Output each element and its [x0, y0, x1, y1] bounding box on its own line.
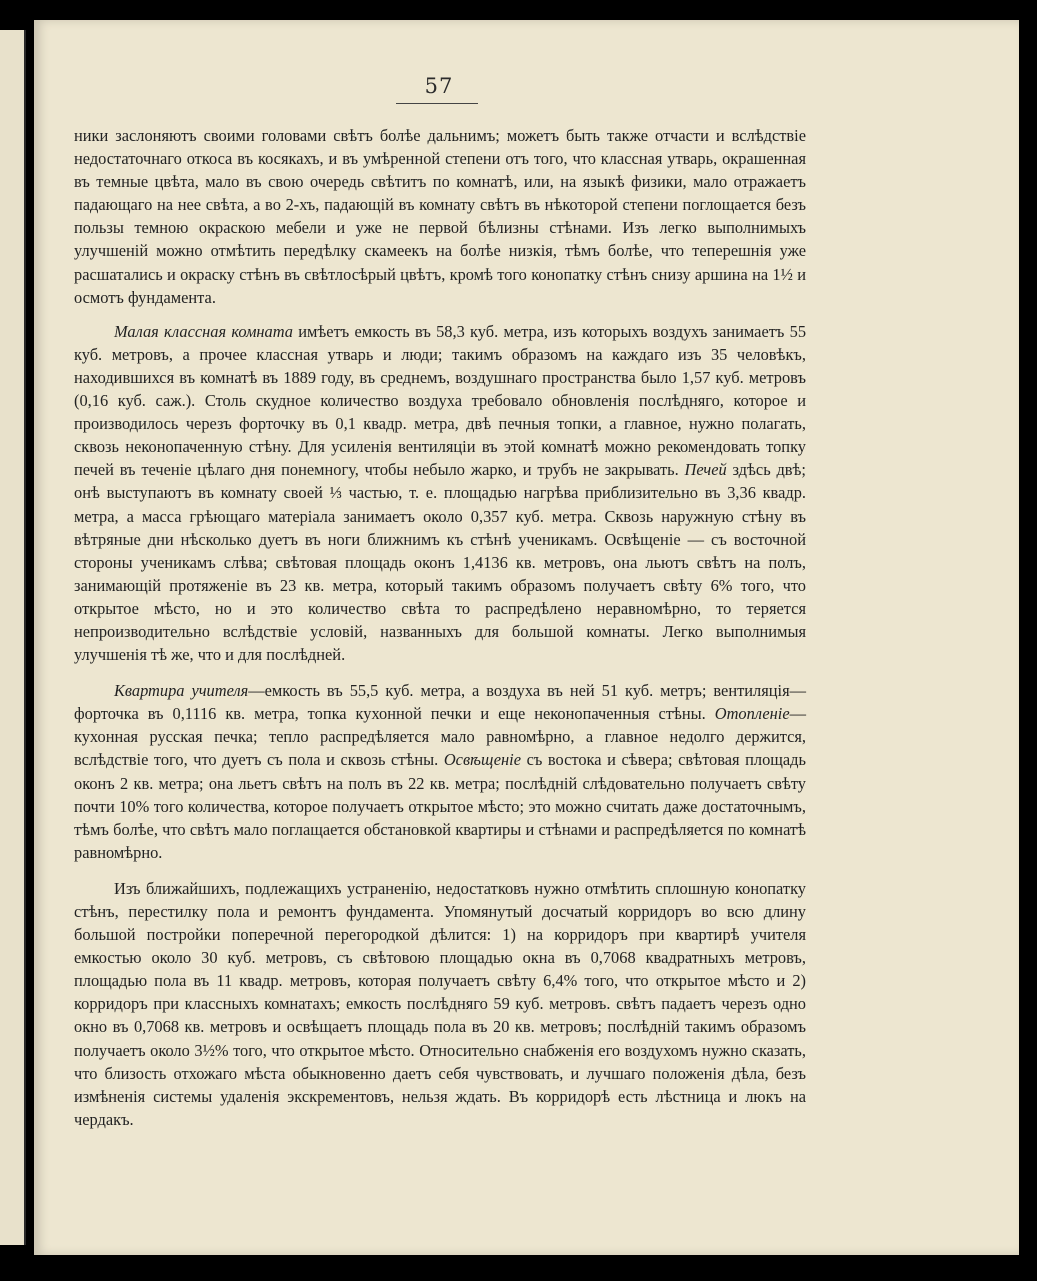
- text-run: съ востока и сѣвера; свѣтовая площадь оконъ 2 кв. метра; она льетъ свѣтъ на полъ въ 22 кв. метра; послѣдній слѣдовательно получаетъ свѣту почти 10% того количества, которое получаетъ открытое мѣсто; это можно считать даже достаточнымъ, тѣмъ болѣе, что свѣтъ мало поглащается обстановкой квартиры и стѣнами и распредѣляется по комнатѣ равномѣрно.: [74, 750, 806, 862]
- section-heading-small-classroom: Малая классная комната: [114, 321, 293, 341]
- text-run: —емкость въ 55,5 куб. метра, а воздуха въ ней 51 куб. метръ; вентиляція—форточка въ 0,1116 кв. метра, топка кухонной печки и еще неконопаченныя стѣны.: [74, 681, 806, 724]
- paragraph-corridor: [74, 877, 806, 1131]
- book-page: [34, 20, 1019, 1255]
- adjacent-page-edge: [0, 30, 26, 1245]
- text-run: здѣсь двѣ; онѣ выступаютъ въ комнату своей ⅓ частью, т. е. площадью нагрѣва приблизительно въ 3,36 квадр. метра, а масса грѣющаго матеріала занимаетъ около 0,357 куб. метра. Сквозь наружную стѣну въ вѣтряные дни нѣсколько дуетъ въ ноги ближнимъ къ стѣнѣ ученикамъ. Освѣщеніе — съ восточной стороны ученикамъ слѣва; свѣтовая площадь оконъ 1,4136 кв. метровъ, она льютъ свѣтъ на полъ, занимающій протяженіе въ 23 кв. метра, который такимъ образомъ получаетъ свѣту 6% того, что открытое мѣсто, но и это количество свѣта то распредѣлено неравномѣрно, то теряется непроизводительно вслѣдствіе условій, названныхъ для большой комнаты. Легко выполнимыя улучшенія тѣ же, что и для послѣдней.: [74, 460, 806, 665]
- text-run: ники заслоняютъ своими головами свѣтъ болѣе дальнимъ; можетъ быть также отчасти и вслѣдствіе недостаточнаго откоса въ косякахъ, и въ умѣренной степени отъ того, что классная утварь, окрашенная въ темные цвѣта, мало въ свою очередь свѣтитъ по комнатѣ, или, на языкѣ физики, мало отражаетъ падающаго на нее свѣта, а во 2-хъ, падающій въ комнату свѣтъ въ нѣкоторой степени поглощается безъ пользы темною окраскою мебели и уже не первой бѣлизны стѣнами. Изъ легко выполнимыхъ улучшеній можно отмѣтить передѣлку скамеекъ на болѣе низкія, тѣмъ болѣе, что теперешнія уже расшатались и окраску стѣнъ въ свѣтлосѣрый цвѣтъ, кромѣ того конопатку стѣнъ снизу аршина на 1½ и осмотъ фундамента.: [74, 126, 806, 307]
- page-number: 57: [424, 74, 454, 98]
- text-run: имѣетъ емкость въ 58,3 куб. метра, изъ которыхъ воздухъ занимаетъ 55 куб. метровъ, а прочее классная утварь и люди; такимъ образомъ на каждаго изъ 35 человѣкъ, находившихся въ комнатѣ въ 1889 году, въ среднемъ, воздушнаго пространства было 1,57 куб. метровъ (0,16 куб. саж.). Столь скудное количество воздуха требовало обновленія послѣдняго, которое и производилось черезъ форточку въ 0,1 квадр. метра, двѣ печныя топки, а главное, нужно полагать, сквозь неконопаченную стѣну. Для усиленія вентиляціи въ этой комнатѣ можно рекомендовать топку печей въ теченіе цѣлаго дня понемногу, чтобы небыло жарко, и трубъ не закрывать.: [74, 321, 807, 480]
- paragraph-small-classroom: [74, 320, 806, 666]
- section-heading-teacher-apartment: Квартира учителя: [114, 681, 249, 701]
- body-text: [74, 124, 806, 1131]
- paragraph-continuation: [74, 124, 806, 309]
- italic-term-heating: Отопленіе: [714, 704, 790, 724]
- paragraph-teacher-apartment: [74, 679, 806, 864]
- text-run: —кухонная русская печка; тепло распредѣляется мало равномѣрно, а главное недолго держится, вслѣдствіе того, что дуетъ съ пола и сквозь стѣны.: [74, 704, 806, 770]
- italic-term-stoves: Печей: [684, 460, 727, 480]
- text-run: Изъ ближайшихъ, подлежащихъ устраненію, недостатковъ нужно отмѣтить сплошную конопатку стѣнъ, перестилку пола и ремонтъ фундамента. Упомянутый досчатый корридоръ во всю длину большой постройки поперечной перегородкой дѣлится: 1) на корридоръ при квартирѣ учителя емкостью около 30 куб. метровъ, съ свѣтовою площадью окна въ 0,7068 квадратныхъ метровъ, площадью пола въ 11 квадр. метровъ, которая получаетъ свѣту 6,4% того, что открытое мѣсто и 2) корридоръ при классныхъ комнатахъ; емкость послѣдняго 59 куб. метровъ. свѣтъ падаетъ черезъ одно окно въ 0,7068 кв. метровъ и освѣщаетъ площадь пола въ 20 кв. метровъ; послѣдній такимъ образомъ получаетъ около 3½% того, что открытое мѣсто. Относительно снабженія его воздухомъ нужно сказать, что близость отхожаго мѣста обыкновенно даетъ себя чувствовать, и лучшаго положенія дѣла, безъ измѣненія системы удаленія экскрементовъ, нельзя ждать. Въ корридорѣ есть лѣстница и люкъ на чердакъ.: [74, 878, 806, 1129]
- italic-term-lighting: Освѣщеніе: [443, 750, 522, 770]
- page-number-rule: [396, 103, 478, 104]
